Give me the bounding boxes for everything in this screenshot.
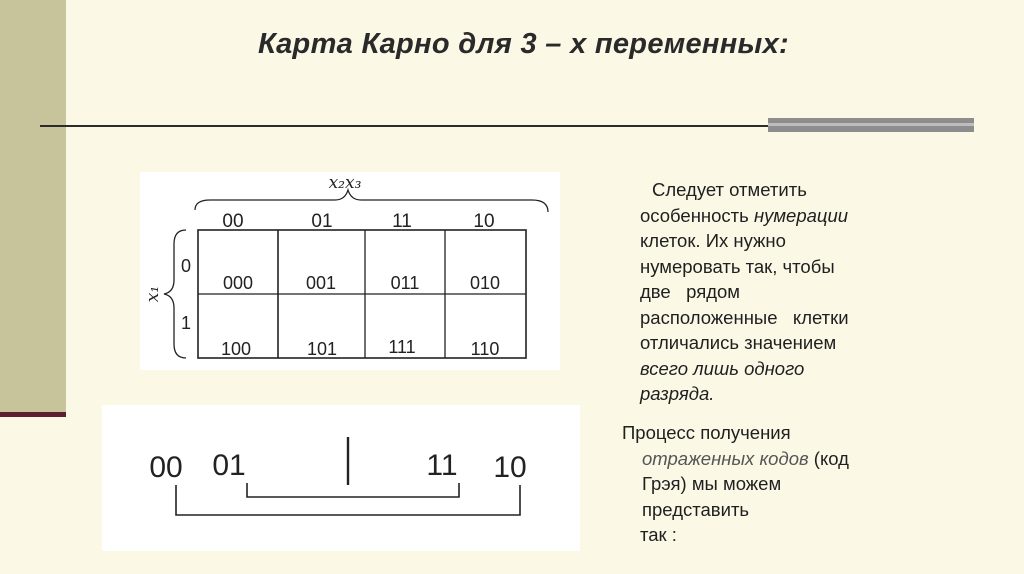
gray-code-note: [622, 420, 942, 548]
gray-code: 10: [493, 451, 527, 484]
kmap-cell: 110: [470, 339, 500, 359]
kmap-cell: 101: [306, 339, 338, 359]
inner-reflection-bracket: [247, 483, 459, 497]
note-line: разряда.: [640, 383, 715, 404]
kmap-cell: 000: [222, 273, 254, 293]
left-decor-band: [0, 0, 66, 416]
karnaugh-map-panel: [140, 172, 560, 370]
col-header: 11: [392, 211, 412, 232]
kmap-cell: 011: [390, 273, 420, 293]
note-line: Процесс получения: [622, 422, 791, 443]
row-header: 1: [180, 313, 192, 333]
kmap-cell: 111: [388, 337, 416, 357]
note-line: расположенные клетки: [640, 306, 849, 328]
note-line: две рядом: [640, 281, 741, 302]
row-header: 0: [180, 256, 192, 276]
kmap-cell: 001: [305, 273, 337, 293]
note-line: отраженных кодов (код: [642, 447, 849, 469]
col-header: 00: [222, 211, 244, 232]
note-line: Следует отметить: [652, 179, 807, 200]
gray-code-panel: [102, 405, 580, 551]
karnaugh-map: [140, 172, 560, 370]
row-variable-label: x₁: [143, 285, 163, 303]
gray-code-diagram: [102, 405, 580, 551]
note-line: так :: [640, 524, 677, 545]
column-brace: [195, 190, 548, 212]
row-brace: [164, 230, 186, 358]
note-line: клеток. Их нужно: [640, 230, 786, 251]
slide-title: Карта Карно для 3 – х переменных:: [258, 28, 790, 60]
col-header: 01: [311, 211, 333, 232]
note-line: особенность нумерации: [640, 204, 849, 226]
title-rule-accent-stripe: [768, 123, 974, 126]
note-line: нумеровать так, чтобы: [640, 255, 835, 277]
note-line: отличались значением: [640, 332, 837, 353]
kmap-cell: 100: [220, 339, 252, 359]
gray-code: 00: [149, 451, 183, 484]
gray-code: 01: [212, 449, 246, 482]
outer-reflection-bracket: [176, 485, 520, 515]
gray-code: 11: [426, 449, 458, 482]
col-header: 10: [473, 211, 495, 232]
left-decor-band-edge: [0, 412, 66, 417]
note-line: всего лишь одного: [640, 357, 805, 379]
kmap-cell: 010: [469, 273, 501, 293]
note-line: Грэя) мы можем: [642, 473, 782, 494]
title-rule: [40, 125, 770, 127]
numbering-note: [640, 177, 940, 407]
column-variable-label: x₂x₃: [328, 173, 362, 193]
note-line: представить: [642, 498, 750, 520]
